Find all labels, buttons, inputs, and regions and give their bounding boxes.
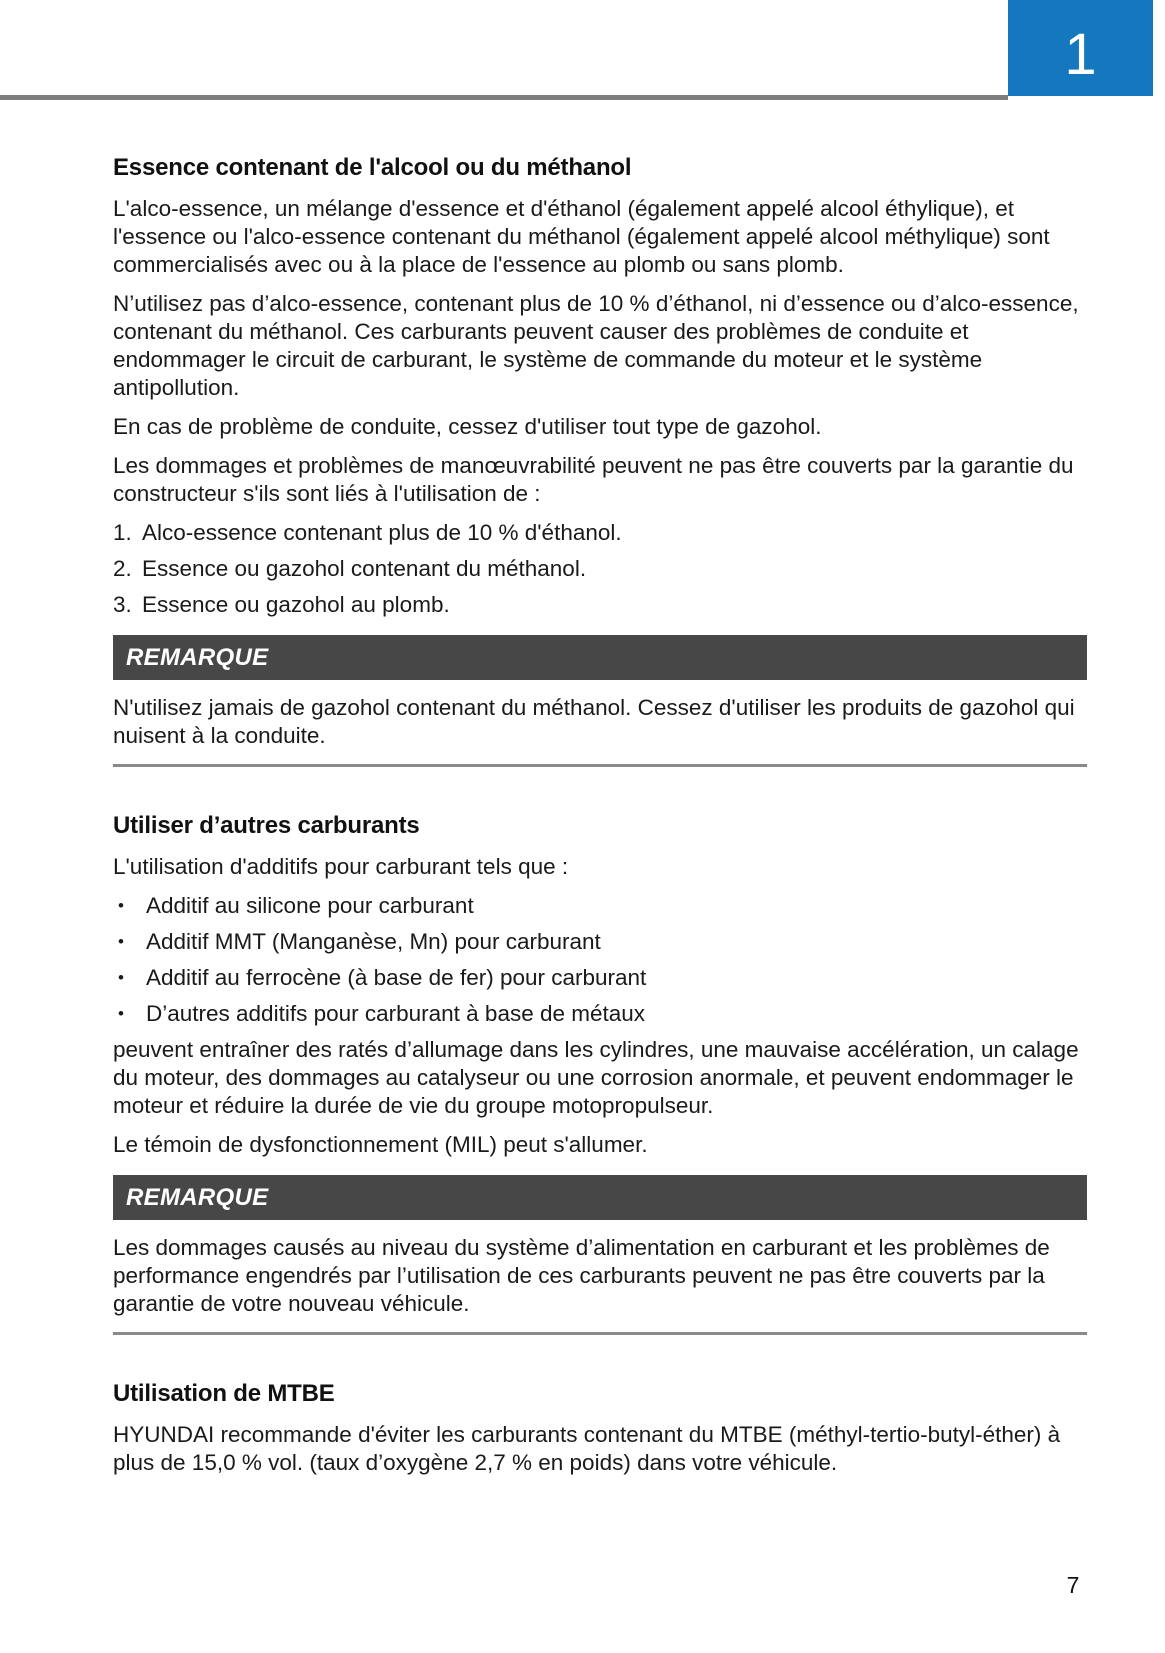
page-content — [113, 153, 1087, 1488]
list-item-text: Additif au ferrocène (à base de fer) pour carburant — [146, 965, 647, 990]
paragraph: N’utilisez pas d’alco-essence, contenant plus de 10 % d’éthanol, ni d’essence ou d’alco-essence, contenant du méthanol. Ces carburants peuvent causer des problèmes de conduite et endommager le circuit de carburant, le système de commande du moteur et le système antipollution. — [113, 291, 1079, 400]
remarque-banner — [113, 635, 1087, 680]
page-number: 7 — [1066, 1572, 1080, 1598]
remarque-label: REMARQUE — [126, 643, 269, 671]
section-divider — [113, 764, 1087, 767]
remarque-label: REMARQUE — [126, 1183, 269, 1211]
section-alcohol-methanol — [113, 153, 1087, 767]
paragraph: peuvent entraîner des ratés d’allumage dans les cylindres, une mauvaise accélération, un calage du moteur, des dommages au catalyseur ou une corrosion anormale, et peuvent endommager le moteur et réduire la durée de vie du groupe motopropulseur. — [113, 1037, 1079, 1118]
list-item-number: 3. — [113, 592, 132, 617]
bullet-icon: • — [118, 896, 124, 915]
header-rule — [0, 95, 1008, 100]
remarque-body: N'utilisez jamais de gazohol contenant du méthanol. Cessez d'utiliser les produits de gazohol qui nuisent à la conduite. — [113, 695, 1075, 748]
chapter-number: 1 — [1064, 22, 1097, 87]
numbered-list — [113, 519, 1087, 619]
list-item — [113, 519, 1087, 547]
list-item — [113, 928, 1087, 956]
section-mtbe — [113, 1379, 1087, 1477]
list-item — [113, 591, 1087, 619]
list-item — [113, 555, 1087, 583]
section-heading: Essence contenant de l'alcool ou du méthanol — [113, 154, 632, 181]
section-other-fuels — [113, 811, 1087, 1335]
remarque-body: Les dommages causés au niveau du système d’alimentation en carburant et les problèmes de performance engendrés par l’utilisation de ces carburants peuvent ne pas être couverts par la garantie de votre nouveau véhicule. — [113, 1235, 1050, 1316]
list-item — [113, 1000, 1087, 1028]
list-item — [113, 892, 1087, 920]
bullet-icon: • — [118, 968, 124, 987]
bullet-icon: • — [118, 1004, 124, 1023]
section-heading: Utilisation de MTBE — [113, 1380, 335, 1407]
list-item-text: Alco-essence contenant plus de 10 % d'éthanol. — [142, 520, 622, 545]
list-item-text: Essence ou gazohol contenant du méthanol. — [142, 556, 587, 581]
list-item-number: 2. — [113, 556, 132, 581]
paragraph: L'alco-essence, un mélange d'essence et d'éthanol (également appelé alcool éthylique), et l'essence ou l'alco-essence contenant du méthanol (également appelé alcool méthylique) sont commercialisés avec ou à la place de l'essence au plomb ou sans plomb. — [113, 196, 1050, 277]
paragraph: En cas de problème de conduite, cessez d'utiliser tout type de gazohol. — [113, 414, 822, 439]
section-divider — [113, 1332, 1087, 1335]
bullet-icon: • — [118, 932, 124, 951]
list-item — [113, 964, 1087, 992]
paragraph: Le témoin de dysfonctionnement (MIL) peut s'allumer. — [113, 1132, 648, 1157]
list-item-number: 1. — [113, 520, 132, 545]
paragraph: Les dommages et problèmes de manœuvrabilité peuvent ne pas être couverts par la garantie du constructeur s'ils sont liés à l'utilisation de : — [113, 453, 1074, 506]
chapter-tab — [1008, 0, 1153, 96]
remarque-banner — [113, 1175, 1087, 1220]
list-item-text: Essence ou gazohol au plomb. — [142, 592, 450, 617]
section-heading: Utiliser d’autres carburants — [113, 812, 420, 839]
list-item-text: D’autres additifs pour carburant à base de métaux — [146, 1001, 646, 1026]
list-item-text: Additif MMT (Manganèse, Mn) pour carburant — [146, 929, 601, 954]
paragraph: L'utilisation d'additifs pour carburant tels que : — [113, 854, 569, 879]
list-item-text: Additif au silicone pour carburant — [146, 893, 474, 918]
paragraph: HYUNDAI recommande d'éviter les carburants contenant du MTBE (méthyl-tertio-butyl-éther) à plus de 15,0 % vol. (taux d’oxygène 2,7 % en poids) dans votre véhicule. — [113, 1422, 1061, 1475]
bullet-list — [113, 892, 1087, 1028]
